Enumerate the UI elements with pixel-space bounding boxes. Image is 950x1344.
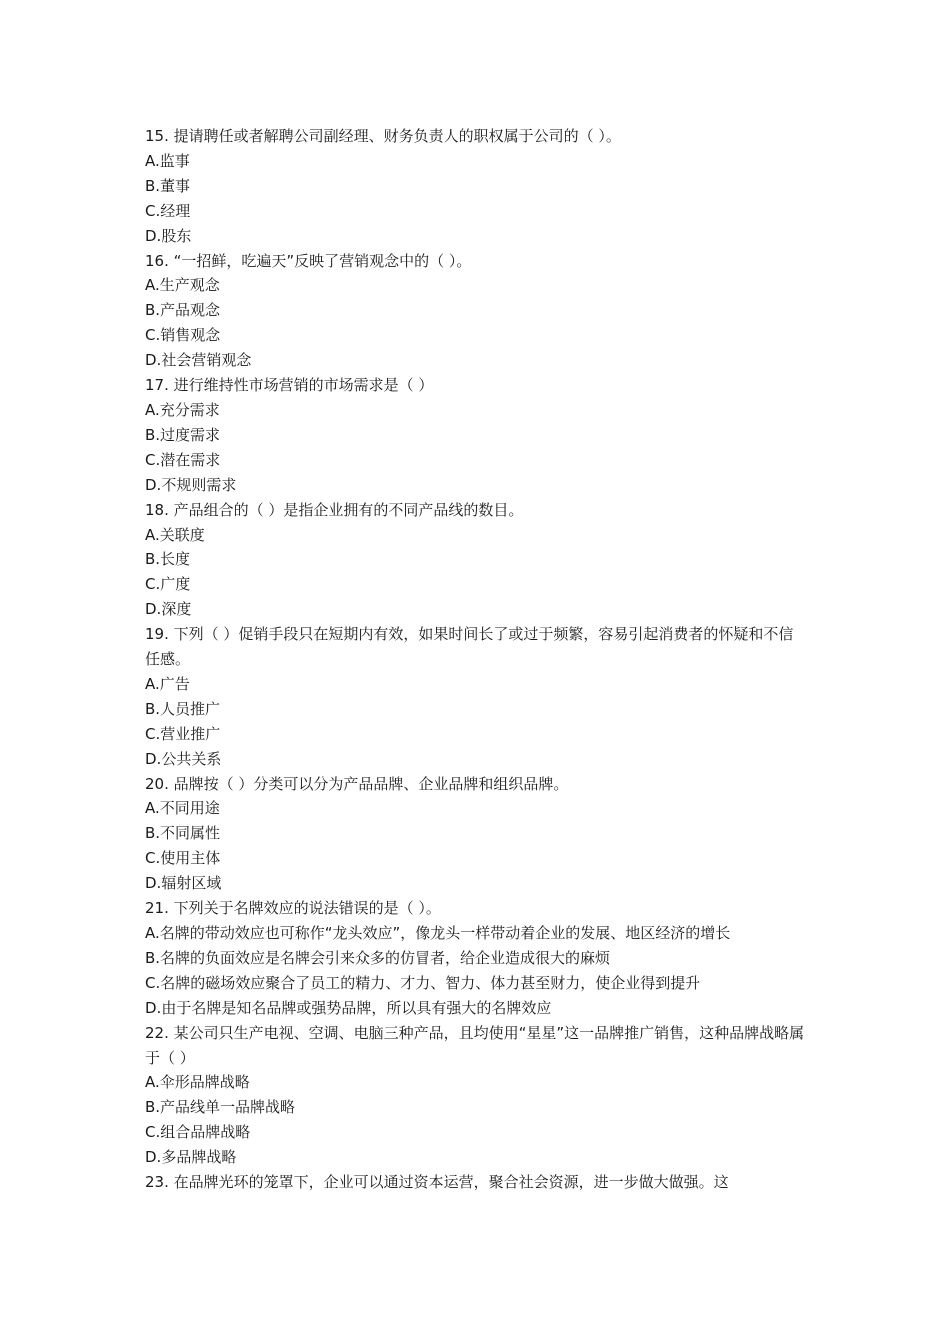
document-page bbox=[145, 124, 807, 1195]
question-stem: 17. 进行维持性市场营销的市场需求是（ ） bbox=[145, 376, 434, 395]
answer-option: C.使用主体 bbox=[145, 849, 221, 868]
answer-option: D.社会营销观念 bbox=[145, 351, 252, 370]
question-stem: 21. 下列关于名牌效应的说法错误的是（ ）。 bbox=[145, 899, 441, 918]
answer-option: C.营业推广 bbox=[145, 724, 221, 743]
answer-option: D.由于名牌是知名品牌或强势品牌，所以具有强大的名牌效应 bbox=[145, 998, 552, 1017]
answer-option: A.生产观念 bbox=[145, 276, 220, 295]
answer-option: C.广度 bbox=[145, 575, 191, 594]
answer-option: A.充分需求 bbox=[145, 400, 220, 419]
answer-option: A.名牌的带动效应也可称作“龙头效应”，像龙头一样带动着企业的发展、地区经济的增长 bbox=[145, 924, 731, 942]
answer-option: A.监事 bbox=[145, 151, 190, 170]
answer-option: D.公共关系 bbox=[145, 749, 222, 768]
answer-option: A.广告 bbox=[145, 674, 190, 693]
question-stem: 23. 在品牌光环的笼罩下，企业可以通过资本运营，聚合社会资源，进一步做大做强。这 bbox=[145, 1173, 729, 1192]
answer-option: B.长度 bbox=[145, 550, 191, 569]
question-stem: 15. 提请聘任或者解聘公司副经理、财务负责人的职权属于公司的（ ）。 bbox=[145, 127, 621, 145]
answer-option: B.名牌的负面效应是名牌会引来众多的仿冒者，给企业造成很大的麻烦 bbox=[145, 948, 611, 967]
answer-option: B.过度需求 bbox=[145, 425, 221, 444]
answer-option: D.多品牌战略 bbox=[145, 1148, 237, 1167]
question-stem: 16. “一招鲜，吃遍天”反映了营销观念中的（ ）。 bbox=[145, 251, 472, 270]
question-stem: 20. 品牌按（ ）分类可以分为产品品牌、企业品牌和组织品牌。 bbox=[145, 774, 569, 793]
answer-option: D.深度 bbox=[145, 600, 192, 619]
answer-option: A.伞形品牌战略 bbox=[145, 1073, 250, 1092]
answer-option: C.销售观念 bbox=[145, 326, 221, 345]
answer-option: A.不同用途 bbox=[145, 799, 220, 818]
answer-option: C.组合品牌战略 bbox=[145, 1123, 251, 1142]
answer-option: B.产品观念 bbox=[145, 301, 221, 320]
answer-option: D.股东 bbox=[145, 226, 192, 245]
answer-option: C.潜在需求 bbox=[145, 450, 221, 469]
answer-option: B.人员推广 bbox=[145, 699, 221, 718]
answer-option: D.不规则需求 bbox=[145, 475, 237, 494]
question-stem: 18. 产品组合的（ ）是指企业拥有的不同产品线的数目。 bbox=[145, 500, 524, 519]
question-stem: 19. 下列（ ）促销手段只在短期内有效，如果时间长了或过于频繁，容易引起消费者的怀疑和不信任感。 bbox=[145, 625, 794, 669]
answer-option: C.名牌的磁场效应聚合了员工的精力、才力、智力、体力甚至财力，使企业得到提升 bbox=[145, 973, 701, 992]
answer-option: A.关联度 bbox=[145, 525, 205, 544]
answer-option: B.产品线单一品牌战略 bbox=[145, 1098, 296, 1117]
answer-option: C.经理 bbox=[145, 201, 191, 220]
answer-option: D.辐射区域 bbox=[145, 874, 222, 893]
answer-option: B.董事 bbox=[145, 176, 191, 195]
question-stem: 22. 某公司只生产电视、空调、电脑三种产品，且均使用“星星”这一品牌推广销售，这种品牌战略属于（ ） bbox=[145, 1023, 805, 1067]
answer-option: B.不同属性 bbox=[145, 824, 221, 843]
